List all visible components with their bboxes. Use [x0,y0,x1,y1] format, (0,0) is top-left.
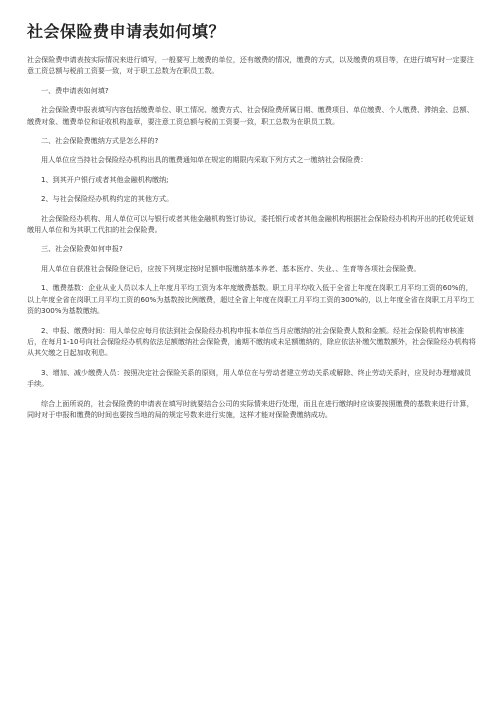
intro-paragraph: 社会保险费申请表按实际情况来进行填写，一般要写上缴费的单位，还有缴费的情况，缴费的方式，以及缴费的项目等，在进行填写时一定要注意工资总额与税前工资要一致，对于职工总数为在职员工数。 [27,55,474,76]
paragraph-bank-agreement: 社会保险经办机构、用人单位可以与银行或者其他金融机构签订协议，委托银行或者其他金融机构根据社会保险经办机构开出的托收凭证划缴用人单位和为其职工代扣的社会保险费。 [27,213,474,235]
paragraph-section-1: 社会保险费申报表填写内容包括缴费单位、职工情况、缴费方式、社会保险费所属日期、缴费项目、单位缴费、个人缴费、滞纳金、总额、缴费对象、缴费单位和证收机构盖章，要注意工资总额与税前工资要一致，职工总数为在职员工数。 [27,105,474,126]
paragraph-payment-methods: 用人单位应当持社会保险经办机构出具的缴费通知单在规定的期限内采取下列方式之一缴纳社会保险费： [41,155,368,165]
section-heading-3: 三、社会保险费如何申报? [41,244,123,254]
list-item-time: 2、申报、缴费时间：用人单位应每月依法到社会保险经办机构申报本单位当月应缴纳的社会保险费人数和金额。经社会保险机构审核准后，在每月1-10号向社会保险经办机构依法足额缴纳社会保险费，逾期不缴纳或未足额缴纳的，除应依法补缴欠缴数额外，社会保险经办机构将从其欠缴之日起加收利息。 [27,325,476,358]
list-item-1: 1、到其开户银行或者其他金融机构缴纳; [41,174,169,184]
section-heading-1: 一、费申请表如何填? [41,85,109,95]
paragraph-declaration: 用人单位自获准社会保险登记后，应按下列规定按时足额申报缴纳基本养老、基本医疗、失业、、生育等各项社会保险费。 [41,263,421,273]
conclusion-paragraph: 综合上面所说的，社会保险费的申请表在填写时就要结合公司的实际情来进行处理，而且在进行缴纳时应该要按照缴费的基数来进行计算，同时对于申报和缴费的时间也要按当地的局的规定号数来进行实施，这样才能对保险费缴纳成功。 [27,398,474,419]
list-item-2: 2、与社会保险经办机构约定的其他方式。 [41,194,174,204]
section-heading-2: 二、社会保险费缴纳方式是怎么样的? [41,136,159,146]
page-title: 社会保险费申请表如何填？ [27,22,226,41]
list-item-staff-change: 3、增加、减少缴费人员：按照决定社会保险关系的原则，用人单位在与劳动者建立劳动关系或解除、终止劳动关系时，应及时办理增减员手续。 [27,367,472,389]
list-item-base: 1、缴费基数：企业从业人员以本人上年度月平均工资为本年度缴费基数。职工月平均收入低于全省上年度在岗职工月平均工资的60%的，以上年度全省在岗职工月平均工资的60%为基数按比例缴费，超过全省上年度在岗职工月平均工资的300%的，以上年度全省在岗职工月平均工资的300%为基数缴纳。 [27,283,475,316]
